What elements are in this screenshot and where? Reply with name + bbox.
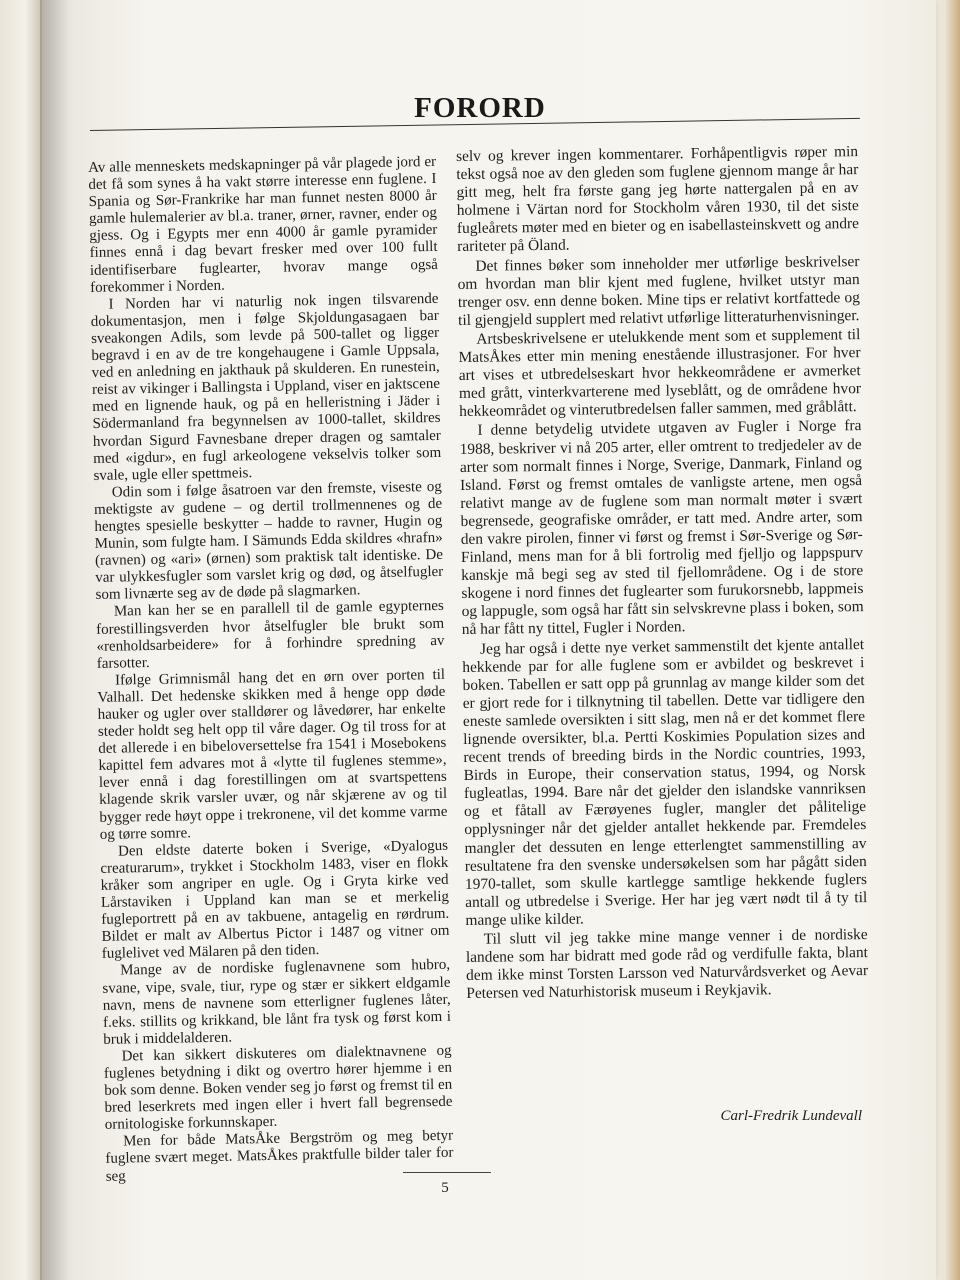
facing-page-edge [0, 0, 42, 1280]
paragraph: Men for både MatsÅke Bergström og meg betyr fuglene svært meget. MatsÅkes praktfulle bilder taler for seg [105, 1128, 454, 1185]
page-title: FORORD [414, 92, 546, 124]
gutter-shadow [40, 0, 70, 1280]
text-column-left [88, 154, 454, 1186]
paragraph: Man kan her se en parallell til de gamle egypternes forestillingsverden hvor åtselfugler ble brukt som «renholdsarbeidere» for å forhindre spredning av farsotter. [96, 598, 445, 672]
paragraph: selv og krever ingen kommentarer. Forhåpentligvis røper min tekst også noe av den gleden som fuglene gjennom mange år har gitt meg, helt fra første gang jeg hørte nattergalen på en av holmene i Värtan nord for Stockholm våren 1930, til det siste fugleårets møter med en bieter og en isabellasteinskvett og andre rariteter på Öland. [456, 143, 860, 256]
paragraph: Mange av de nordiske fuglenavnene som hubro, svane, vipe, svale, tiur, rype og stær er sikkert eldgamle navn, mens de navnene som etterligner fuglenes låter, f.eks. stillits og krikkand, ble lånt fra tysk og først kom i bruk i middelalderen. [102, 957, 452, 1048]
paragraph: Odin som i følge åsatroen var den fremste, viseste og mektigste av gudene – og dertil trollmennenes og de hengtes spesielle beskytter – hadde to ravner, Hugin og Munin, som fulgte ham. I Sämunds Edda skildres «hrafn» (ravnen) og «ari» (ørnen) som praktisk talt identiske. De var ulykkesfugler som varslet krig og død, og åtselfugler som livnærte seg av de døde på slagmarken. [93, 478, 444, 604]
paragraph: Ifølge Grimnismål hang det en ørn over porten til Valhall. Det hedenske skikken med å henge opp døde hauker og ugler over stalldører og låvedører, har enkelte steder holdt seg helt opp til våre dager. Og til tross for at det allerede i en bibeloversettelse fra 1541 i Mosebokens kapittel fem advares mot å «lytte til fuglenes stemme», lever ennå i dag forestillingen om at svartspettens klagende skrik varsler uvær, og når skjærene av og til bygger rede høyt oppe i trekronene, vil det komme varme og tørre somre. [97, 666, 448, 843]
paragraph: Artsbeskrivelsene er utelukkende ment som et supplement til MatsÅkes etter min mening enestående illustrasjoner. For hver art vises et utbredelseskart hvor hekkeområdene er avmerket med grått, vinterkvarterene med lyseblått, og de områdene hvor hekkeområdet og vinterutbredelsen faller sammen, med gråblått. [458, 326, 862, 421]
paragraph: Av alle menneskets medskapninger på vår plagede jord er det få som synes å ha vakt større interesse enn fuglene. I Spania og Sør-Frankrike har man funnet nesten 8000 år gamle hulemalerier av bl.a. traner, ørner, ravner, ender og gjess. Og i Egypts mer enn 4000 år gamle pyramider finnes ennå i dag bevart fresker med over 100 fullt identifiserbare fuglearter, hvorav mange også forekommer i Norden. [88, 153, 439, 296]
paragraph: Til slutt vil jeg takke mine mange venner i de nordiske landene som har bidratt med gode råd og verdifulle fakta, blant dem ikke minst Torsten Larsson ved Naturvårdsverket og Aevar Petersen ved Naturhistorisk museum i Reykjavik. [465, 926, 869, 1003]
footer-rule [403, 1172, 491, 1173]
paragraph: Jeg har også i dette nye verket sammenstilt det kjente antallet hekkende par for alle fuglene som er avbildet og beskrevet i boken. Tabellen er satt opp på grunnlag av mange kilder som det er gjort rede for i tilknytning til tabellen. Dette var tidligere den eneste samlede oversikten i sitt slag, men nå er det kommet flere lignende oversikter, bl.a. Pertti Koskimies Population sizes and recent trends of breeding birds in the Nordic countries, 1993, Birds in Europe, their conservation status, 1994, og Norsk fugleatlas, 1994. Bare når det gjelder den islandske vannriksen og et fåtall av Færøyenes fugler, mangler det pålitelige opplysninger når det gjelder antallet hekkende par. Fremdeles mangler det dessuten en lenge etterlengtet sammenstilling av resultatene fra den svenske undersøkelsen som har pågått siden 1970-tallet, som skulle kartlegge samtlige hekkende fuglers antall og utbredelse i Sverige. Her har jeg vært nødt til å ty til mange ulike kilder. [462, 635, 868, 929]
text-column-right [456, 143, 868, 1003]
paragraph: Den eldste daterte boken i Sverige, «Dyalogus creaturarum», trykket i Stockholm 1483, viser en flokk kråker som angriper en ugle. Og i Gryta kirke ved Lårstaviken i Uppland kan man se et merkelig fugleportrett på en av takbuene, antagelig en rørdrum. Bildet er malt av Albertus Pictor i 1487 og vitner om fuglelivet ved Mälaren på den tiden. [100, 837, 450, 963]
paragraph: Det finnes bøker som inneholder mer utførlige beskrivelser om hvordan man blir kjent med fuglene, hvilket utstyr man trenger osv. enn denne boken. Mine tips er relativt kortfattede og til gjengjeld supplert med relativt utførlige litteraturhenvisninger. [457, 252, 860, 329]
paragraph: Det kan sikkert diskuteres om dialektnavnene og fuglenes betydning i dikt og overtro hører hjemme i en bok som denne. Boken vender seg jo først og fremst til en bred leserkrets med ingen eller i hvert fall begrensede ornitologiske forkunnskaper. [103, 1042, 453, 1134]
page-number: 5 [441, 1180, 449, 1196]
paragraph: I Norden har vi naturlig nok ingen tilsvarende dokumentasjon, men i følge Skjoldungasagaen bar sveakongen Adils, som levde på 500-tallet og ligger begravd i en av de tre kongehaugene i Gamle Uppsala, ved en anledning en jakthauk på skulderen. En runestein, reist av vikinger i Ballingsta i Uppland, viser en jaktscene med en lignende hauk, og på en helleristning i Jäder i Södermanland fra begynnelsen av 1000-tallet, skildres hvordan Sigurd Favnesbane dreper dragen og samtaler med «igdur», en fugl arkeologene vekselvis tolker som svale, ugle eller spettmeis. [90, 290, 442, 484]
paragraph: I denne betydelig utvidete utgaven av Fugler i Norge fra 1988, beskriver vi nå 205 arter, eller omtrent to tredjedeler av de arter som normalt finnes i Norge, Sverige, Danmark, Finland og Island. Først og fremst omtales de vanligste artene, men også relativt mange av de fuglene som man normalt møter i svært begrensede, geografiske områder, er tatt med. Andre arter, som den vakre pirolen, finner vi først og fremst i Sør-Sverige og Sør-Finland, mens man for å bli fortrolig med fjelljo og lappspurv kanskje må begi seg av sted til fjellområdene. Og i de store skogene i nord finnes det fuglearter som furukorsnebb, lappmeis og lappugle, som også har fått sin selvskrevne plass i boken, som nå har fått ny tittel, Fugler i Norden. [459, 417, 864, 639]
author-signature: Carl-Fredrik Lundevall [720, 1108, 862, 1124]
